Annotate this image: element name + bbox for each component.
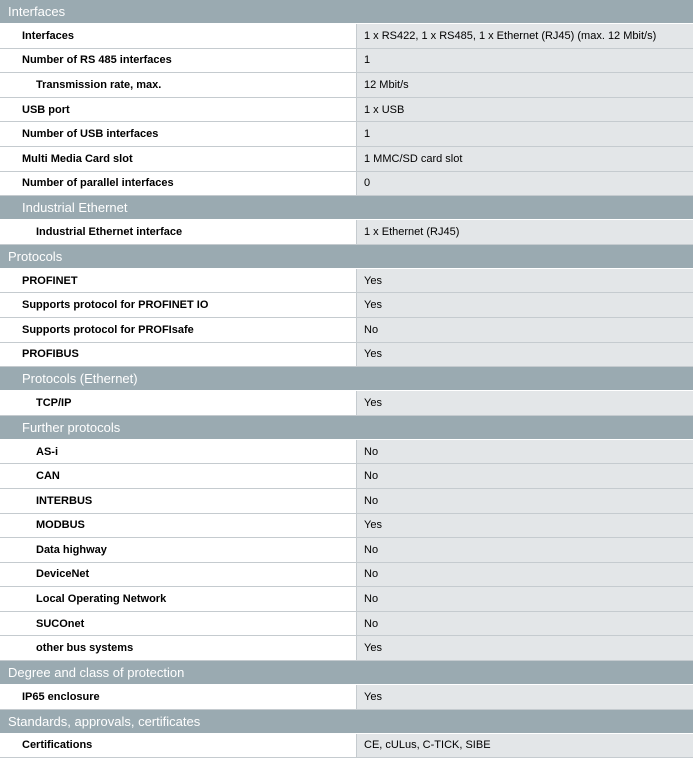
property-label: INTERBUS [0,489,357,513]
property-value: No [357,318,693,342]
table-row [0,73,693,98]
property-value: 1 MMC/SD card slot [357,147,693,171]
property-value: No [357,612,693,636]
table-row [0,24,693,49]
property-label: TCP/IP [0,391,357,415]
property-value: Yes [357,269,693,293]
table-row [0,49,693,74]
property-label: Interfaces [0,24,357,48]
property-label: DeviceNet [0,563,357,587]
property-value: No [357,440,693,464]
property-label: IP65 enclosure [0,685,357,709]
table-row [0,269,693,294]
property-label: Number of RS 485 interfaces [0,49,357,73]
property-value: CE, cULus, C-TICK, SIBE [357,734,693,758]
property-label: Number of parallel interfaces [0,172,357,196]
table-row [0,172,693,197]
section-header: Degree and class of protection [0,661,693,685]
table-row [0,220,693,245]
property-label: PROFINET [0,269,357,293]
property-label: Transmission rate, max. [0,73,357,97]
property-label: AS-i [0,440,357,464]
table-row [0,489,693,514]
table-row [0,563,693,588]
property-value: 1 [357,122,693,146]
section-header: Further protocols [0,416,693,440]
property-value: 12 Mbit/s [357,73,693,97]
table-row [0,514,693,539]
property-value: 1 x RS422, 1 x RS485, 1 x Ethernet (RJ45) (max. 12 Mbit/s) [357,24,693,48]
property-label: Supports protocol for PROFIsafe [0,318,357,342]
section-header: Industrial Ethernet [0,196,693,220]
property-label: CAN [0,464,357,488]
property-value: Yes [357,343,693,367]
property-label: PROFIBUS [0,343,357,367]
table-row [0,391,693,416]
property-label: Data highway [0,538,357,562]
table-row [0,147,693,172]
property-value: No [357,563,693,587]
property-value: 0 [357,172,693,196]
section-header: Protocols (Ethernet) [0,367,693,391]
table-row [0,464,693,489]
section-header: Interfaces [0,0,693,24]
property-value: 1 x Ethernet (RJ45) [357,220,693,244]
property-label: SUCOnet [0,612,357,636]
table-row [0,440,693,465]
table-row [0,734,693,759]
property-label: Multi Media Card slot [0,147,357,171]
property-value: No [357,538,693,562]
property-label: Industrial Ethernet interface [0,220,357,244]
property-value: No [357,464,693,488]
property-value: No [357,489,693,513]
property-value: 1 x USB [357,98,693,122]
section-header: Protocols [0,245,693,269]
property-value: Yes [357,391,693,415]
property-label: Supports protocol for PROFINET IO [0,293,357,317]
property-value: Yes [357,636,693,660]
property-value: Yes [357,293,693,317]
table-row [0,318,693,343]
property-label: Local Operating Network [0,587,357,611]
table-row [0,538,693,563]
property-value: 1 [357,49,693,73]
property-label: Certifications [0,734,357,758]
table-row [0,685,693,710]
property-label: other bus systems [0,636,357,660]
table-row [0,343,693,368]
table-row [0,587,693,612]
property-label: Number of USB interfaces [0,122,357,146]
property-label: USB port [0,98,357,122]
table-row [0,122,693,147]
section-header: Standards, approvals, certificates [0,710,693,734]
property-value: Yes [357,685,693,709]
table-row [0,98,693,123]
property-label: MODBUS [0,514,357,538]
property-value: No [357,587,693,611]
property-value: Yes [357,514,693,538]
table-row [0,293,693,318]
table-row [0,636,693,661]
table-row [0,612,693,637]
